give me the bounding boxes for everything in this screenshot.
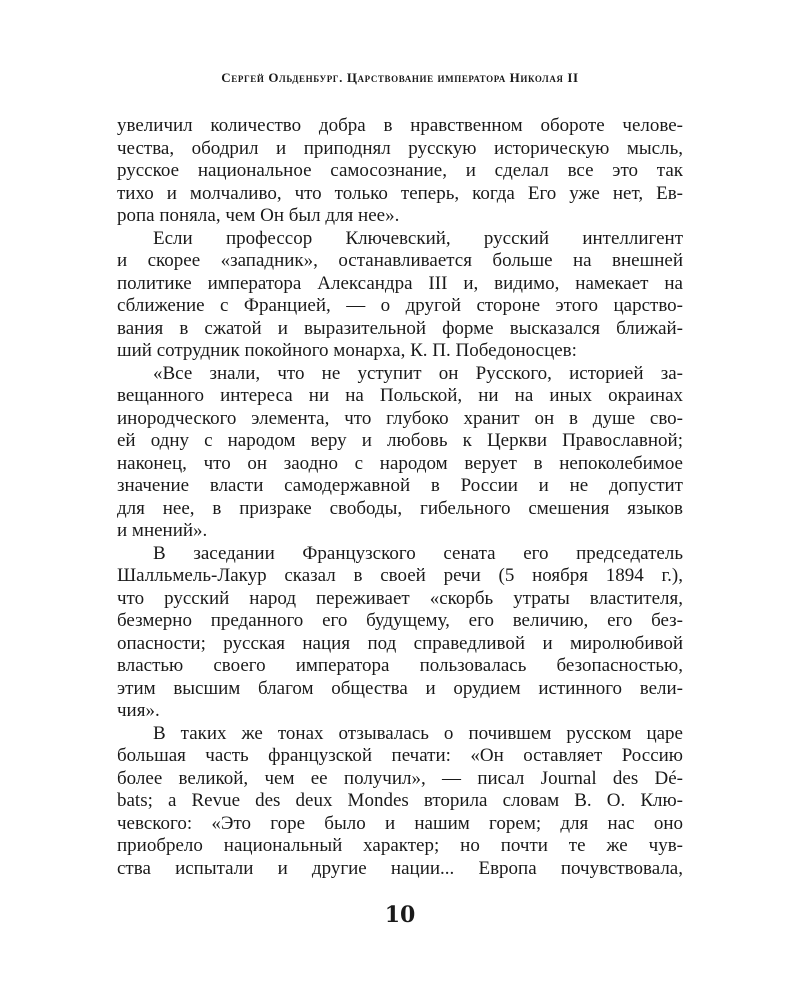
text-line: чевского: «Это горе было и нашим горем; для нас оно [117, 812, 683, 834]
text-line: Шалльмель-Лакур сказал в своей речи (5 ноября 1894 г.), [117, 565, 683, 586]
text-line: вания в сжатой и выразительной форме высказался ближай- [117, 317, 683, 339]
text-line: значение власти самодержавной в России и не допустит [117, 475, 683, 496]
text-line: Если профессор Ключевский, русский интеллигент [153, 227, 683, 249]
text-line: большая часть французской печати: «Он оставляет Россию [117, 745, 683, 766]
text-line: сближение с Францией, — о другой стороне этого царство- [117, 295, 683, 316]
text-line: В таких же тонах отзывалась о почившем русском царе [153, 722, 683, 744]
text-line: наконец, что он заодно с народом верует в непоколебимое [117, 452, 683, 474]
text-line: bats; а Revue des deux Mondes вторила словам В. О. Клю- [117, 790, 683, 811]
running-header: Сергей Ольденбург. Царствование императора Николая II [221, 70, 579, 85]
text-line: инородческого элемента, что глубоко хранит он в душе сво- [117, 407, 683, 429]
text-line: политике императора Александра III и, видимо, намекает на [117, 272, 683, 294]
text-line: В заседании Французского сената его председатель [153, 542, 683, 564]
text-line: для нее, в призраке свободы, гибельного смешения языков [117, 497, 683, 519]
page-body-text [117, 115, 683, 880]
text-line: ропа поняла, чем Он был для нее». [117, 205, 400, 226]
text-line: безмерно преданного его будущему, его величию, его без- [117, 610, 683, 631]
page-number: 10 [384, 902, 416, 928]
text-line: властью своего императора пользовалась безопасностью, [117, 655, 683, 676]
text-line: опасности; русская нация под справедливой и миролюбивой [117, 632, 683, 654]
text-line: «Все знали, что не уступит он Русского, историей за- [153, 362, 683, 384]
text-line: ший сотрудник покойного монарха, К. П. Победоносцев: [117, 340, 577, 361]
text-line: ей одну с народом веру и любовь к Церкви Православной; [117, 430, 683, 451]
text-line: русское национальное самосознание, и сделал все это так [117, 160, 683, 181]
text-line: этим высшим благом общества и орудием истинного вели- [117, 677, 683, 699]
text-line: приобрело национальный характер; но почти те же чув- [117, 835, 683, 856]
text-line: ства испытали и другие нации... Европа почувствовала, [117, 857, 683, 879]
text-line: что русский народ переживает «скорбь утраты властителя, [117, 587, 683, 609]
text-line: тихо и молчаливо, что только теперь, когда Его уже нет, Ев- [117, 182, 683, 204]
text-line: чества, ободрил и приподнял русскую историческую мысль, [117, 137, 683, 159]
text-line: и мнений». [117, 520, 208, 541]
text-line: более великой, чем ее получил», — писал Journal des Dé- [117, 767, 683, 789]
text-line: вещанного интереса ни на Польской, ни на иных окраинах [117, 385, 683, 406]
text-line: увеличил количество добра в нравственном обороте челове- [117, 115, 683, 136]
text-line: чия». [117, 700, 160, 721]
text-line: и скорее «западник», останавливается больше на внешней [117, 250, 683, 271]
